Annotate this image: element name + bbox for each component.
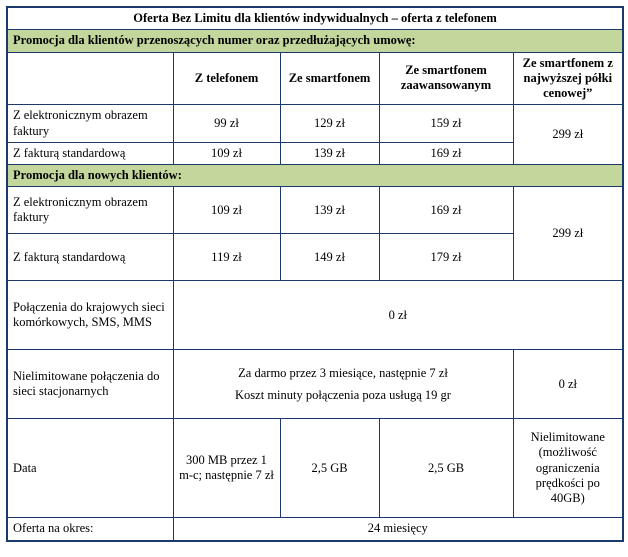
column-header-smartphone: Ze smartfonem xyxy=(280,52,379,105)
row-label-einvoice-existing: Z elektronicznym obrazem faktury xyxy=(7,105,173,143)
cell-data-advanced: 2,5 GB xyxy=(379,419,513,518)
cell-landline-top-shelf: 0 zł xyxy=(513,350,623,419)
cell-existing-standard-phone: 109 zł xyxy=(173,142,280,164)
cell-new-top-shelf: 299 zł xyxy=(513,187,623,281)
row-label-einvoice-new: Z elektronicznym obrazem faktury xyxy=(7,187,173,234)
cell-existing-einvoice-smartphone: 129 zł xyxy=(280,105,379,143)
table-row-title xyxy=(7,7,623,30)
cell-landline-terms xyxy=(173,350,513,419)
cell-data-top-shelf: Nielimitowane (możliwość ograniczenia prędkości po 40GB) xyxy=(513,419,623,518)
table-row-new-einvoice xyxy=(7,187,623,234)
cell-existing-standard-smartphone: 139 zł xyxy=(280,142,379,164)
table-row-band-existing xyxy=(7,30,623,52)
cell-data-phone: 300 MB przez 1 m-c; następnie 7 zł xyxy=(173,419,280,518)
band-promo-existing: Promocja dla klientów przenoszących numer oraz przedłużających umowę: xyxy=(7,30,623,52)
cell-existing-standard-advanced: 169 zł xyxy=(379,142,513,164)
cell-new-einvoice-advanced: 169 zł xyxy=(379,187,513,234)
row-label-standard-existing: Z fakturą standardową xyxy=(7,142,173,164)
cell-existing-top-shelf: 299 zł xyxy=(513,105,623,165)
column-header-phone: Z telefonem xyxy=(173,52,280,105)
row-label-data: Data xyxy=(7,419,173,518)
cell-new-standard-phone: 119 zł xyxy=(173,234,280,281)
row-label-calls: Połączenia do krajowych sieci komórkowych, SMS, MMS xyxy=(7,281,173,350)
cell-new-einvoice-smartphone: 139 zł xyxy=(280,187,379,234)
table-row-existing-einvoice xyxy=(7,105,623,143)
table-row-landline xyxy=(7,350,623,419)
cell-existing-einvoice-phone: 99 zł xyxy=(173,105,280,143)
band-promo-new: Promocja dla nowych klientów: xyxy=(7,165,623,187)
cell-new-standard-smartphone: 149 zł xyxy=(280,234,379,281)
table-row-band-new xyxy=(7,165,623,187)
landline-terms-line2: Koszt minuty połączenia poza usługą 19 gr xyxy=(235,387,451,402)
table-row-period xyxy=(7,518,623,541)
row-label-standard-new: Z fakturą standardową xyxy=(7,234,173,281)
cell-existing-einvoice-advanced: 159 zł xyxy=(379,105,513,143)
column-header-advanced-smartphone: Ze smartfonem zaawansowanym xyxy=(379,52,513,105)
row-label-period: Oferta na okres: xyxy=(7,518,173,541)
cell-new-einvoice-phone: 109 zł xyxy=(173,187,280,234)
row-label-landline: Nielimitowane połączenia do sieci stacjonarnych xyxy=(7,350,173,419)
table-row-column-headers xyxy=(7,52,623,105)
landline-terms-line1: Za darmo przez 3 miesiące, następnie 7 zł xyxy=(238,365,448,380)
column-header-blank xyxy=(7,52,173,105)
cell-calls-value: 0 zł xyxy=(173,281,623,350)
offer-table xyxy=(6,6,624,542)
page-title: Oferta Bez Limitu dla klientów indywidualnych – oferta z telefonem xyxy=(7,7,623,30)
table-row-data xyxy=(7,419,623,518)
cell-period-value: 24 miesięcy xyxy=(173,518,623,541)
column-header-top-shelf-smartphone: Ze smartfonem z najwyższej półki cenowej” xyxy=(513,52,623,105)
cell-new-standard-advanced: 179 zł xyxy=(379,234,513,281)
table-row-calls xyxy=(7,281,623,350)
cell-data-smartphone: 2,5 GB xyxy=(280,419,379,518)
